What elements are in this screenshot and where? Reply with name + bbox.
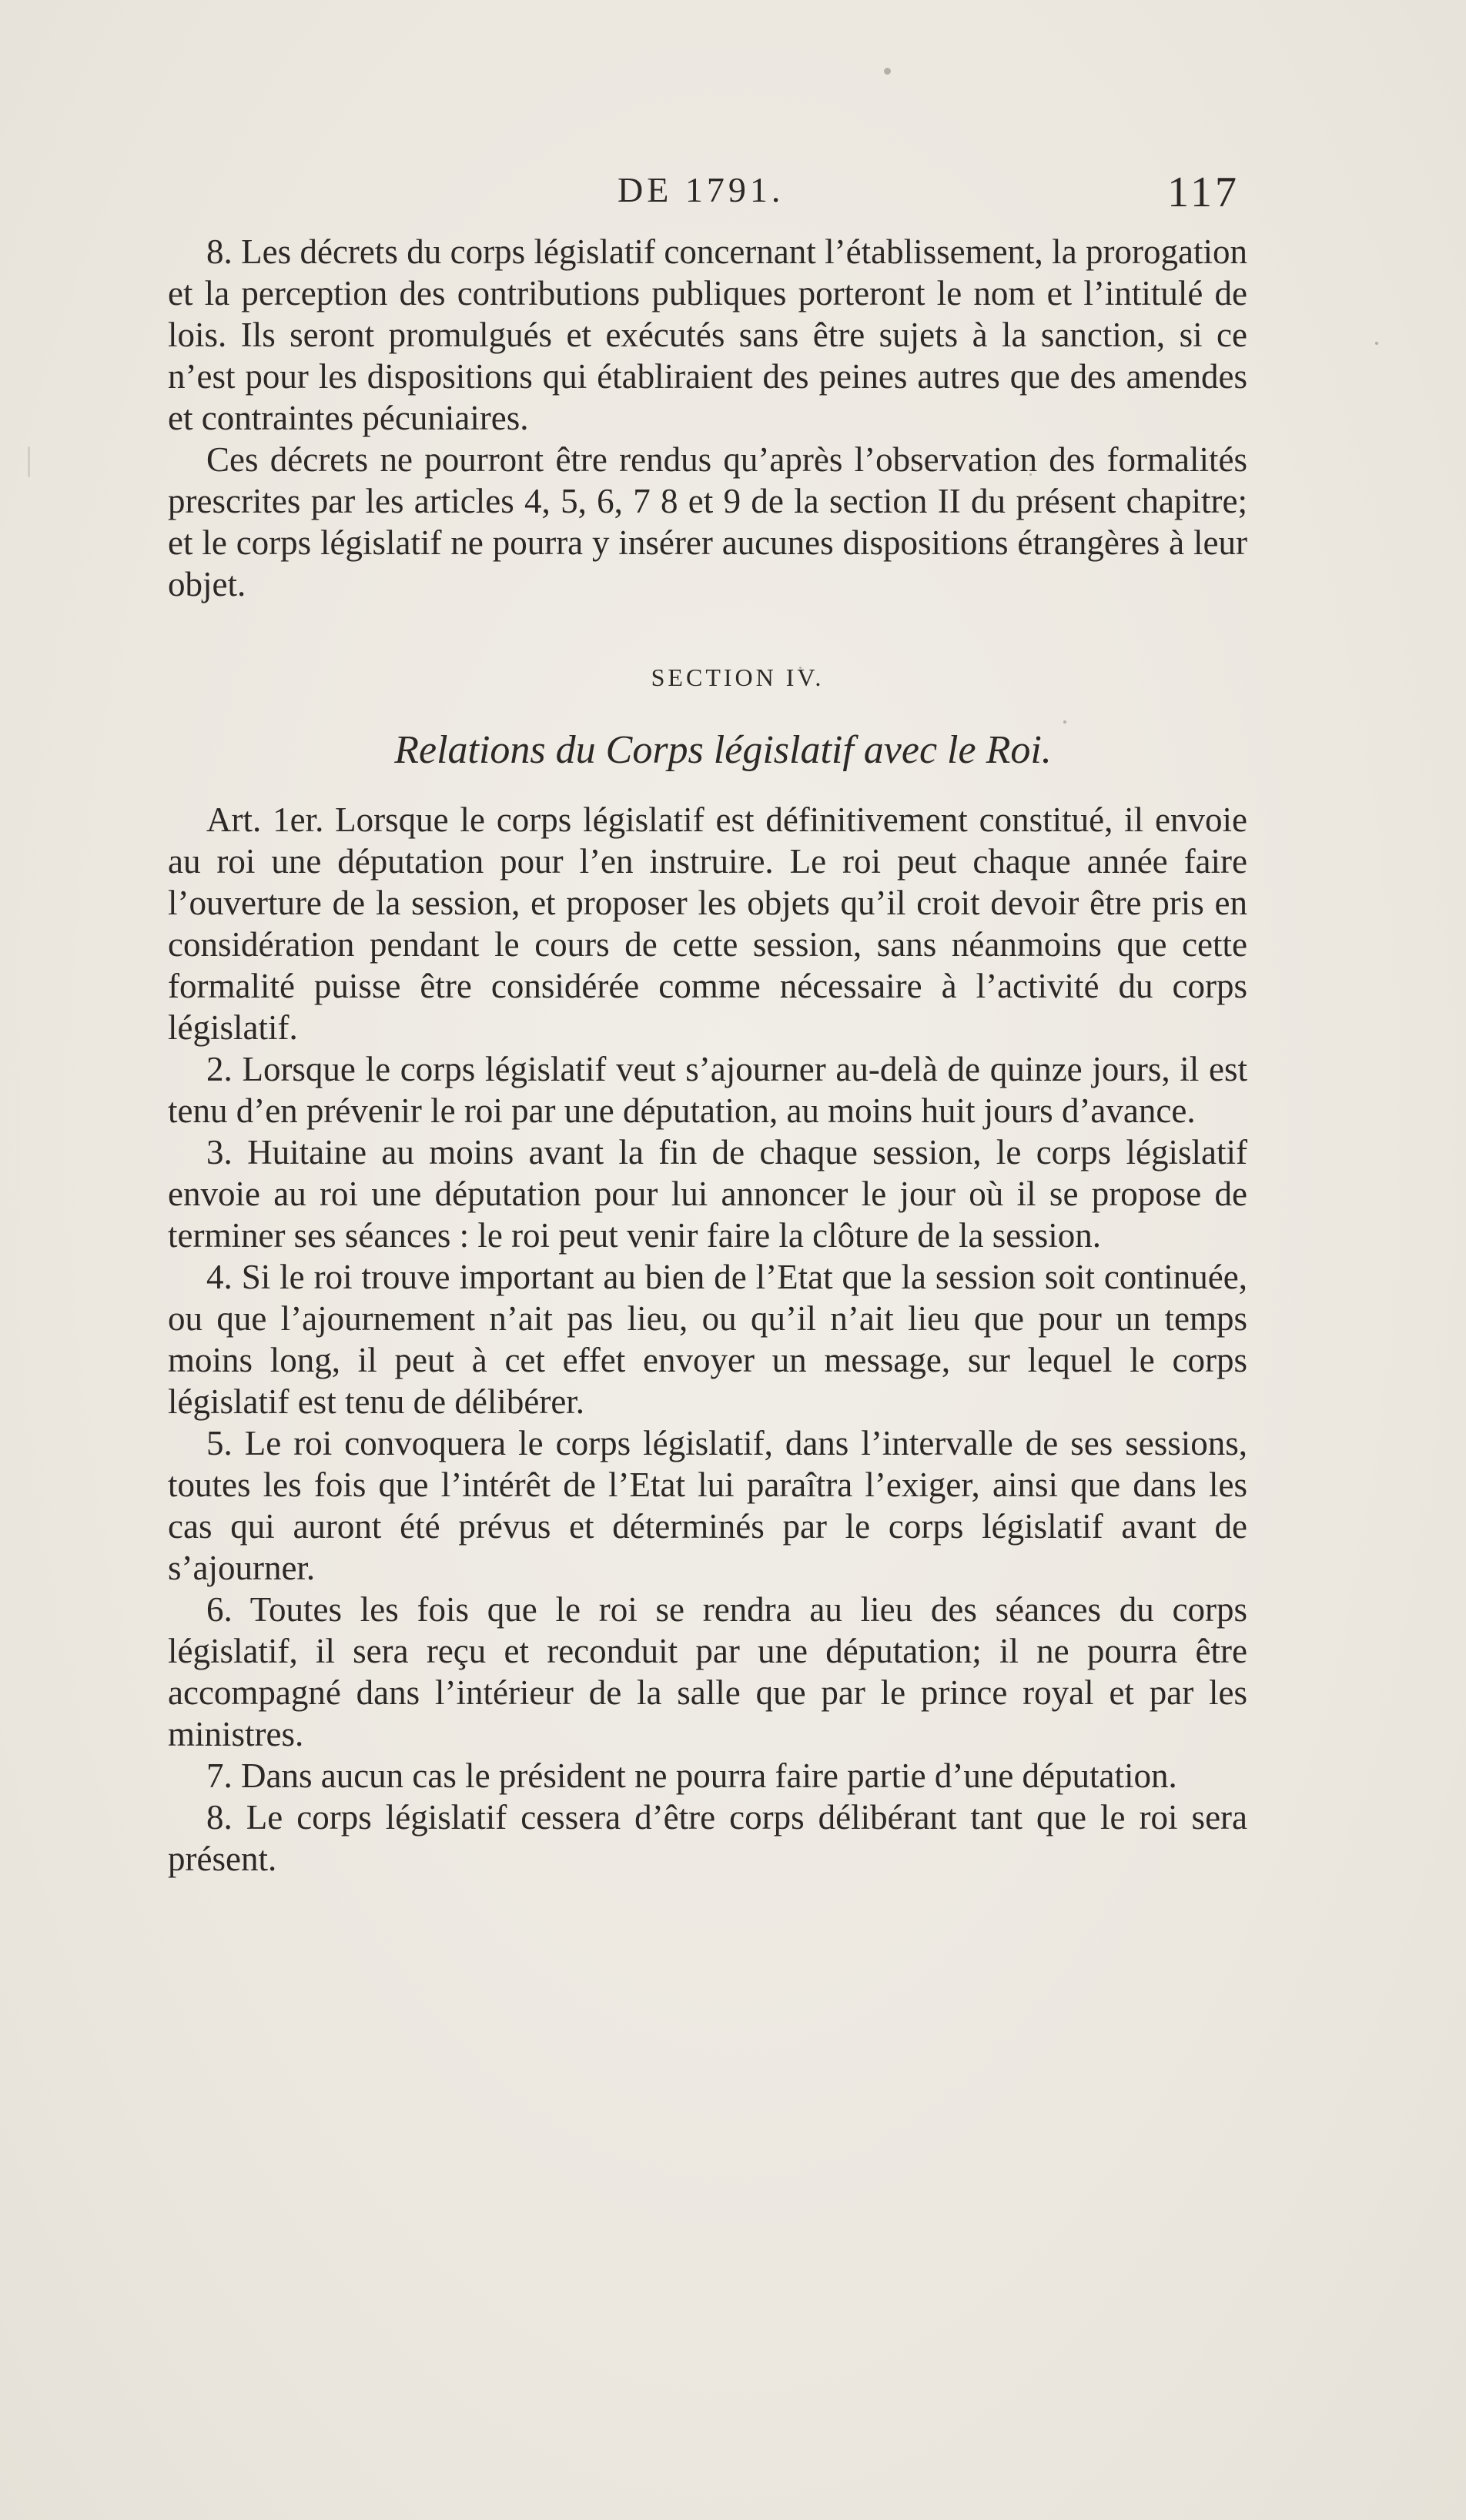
article-2-paragraph: 2. Lorsque le corps législatif veut s’ajourner au-delà de quinze jours, il est tenu d’en prévenir le roi par une députation, au moins huit jours d’avance. [168,1050,1247,1130]
article-4-paragraph: 4. Si le roi trouve important au bien de l’Etat que la session soit continuée, ou que l’ajournement n’ait pas lieu, ou qu’il n’ait lieu que pour un temps moins long, il peut à cet effet envoyer un message, sur lequel le corps législatif est tenu de délibérer. [168,1258,1247,1421]
article-5-paragraph: 5. Le roi convoquera le corps législatif, dans l’intervalle de ses sessions, toutes les fois que l’intérêt de l’Etat lui paraîtra l’exiger, ainsi que dans les cas qui auront été prévus et déterminés par le corps législatif avant de s’ajourner. [168,1424,1247,1587]
article-1-paragraph: Art. 1er. Lorsque le corps législatif est définitivement constitué, il envoie au roi une députation pour l’en instruire. Le roi peut chaque année faire l’ouverture de la session, et proposer les objets qu’il croit devoir être pris en considération pendant le cours de cette session, sans néanmoins que cette formalité puisse être considérée comme nécessaire à l’activité du corps législatif. [168,800,1247,1047]
page-number: 117 [1167,169,1240,216]
paper-speck [884,68,891,75]
paper-speck [28,446,30,477]
article-8-closing-paragraph: 8. Le corps législatif cessera d’être corps délibérant tant que le roi sera présent. [168,1798,1247,1878]
running-header [168,168,1247,229]
article-6-paragraph: 6. Toutes les fois que le roi se rendra au lieu des séances du corps législatif, il sera reçu et reconduit par une députation; il ne pourra être accompagné dans l’intérieur de la salle que par le prince royal et par les ministres. [168,1590,1247,1753]
decrees-paragraph: Ces décrets ne pourront être rendus qu’après l’observation des formalités prescrites par les articles 4, 5, 6, 7 8 et 9 de la section II du présent chapitre; et le corps législatif ne pourra y insérer aucunes dispositions étrangères à leur objet. [168,440,1247,603]
page-body [168,168,1247,1880]
article-3-paragraph: 3. Huitaine au moins avant la fin de chaque session, le corps législatif envoie au roi une députation pour lui annoncer le jour où il se propose de terminer ses séances : le roi peut venir faire la clôture de la session. [168,1133,1247,1255]
section-heading: SECTION IV. [651,663,825,691]
article-8-paragraph: 8. Les décrets du corps législatif concernant l’établissement, la prorogation et la perception des contributions publiques porteront le nom et l’intitulé de lois. Ils seront promulgués et exécutés sans être sujets à la sanction, si ce n’est pour les dispositions qui établiraient des peines autres que des amendes et contraintes pécuniaires. [168,232,1247,437]
running-title: DE 1791. [618,170,785,209]
paper-speck [1375,342,1378,345]
article-7-paragraph: 7. Dans aucun cas le président ne pourra faire partie d’une députation. [206,1756,1177,1795]
section-title: Relations du Corps législatif avec le Roi. [394,728,1052,772]
